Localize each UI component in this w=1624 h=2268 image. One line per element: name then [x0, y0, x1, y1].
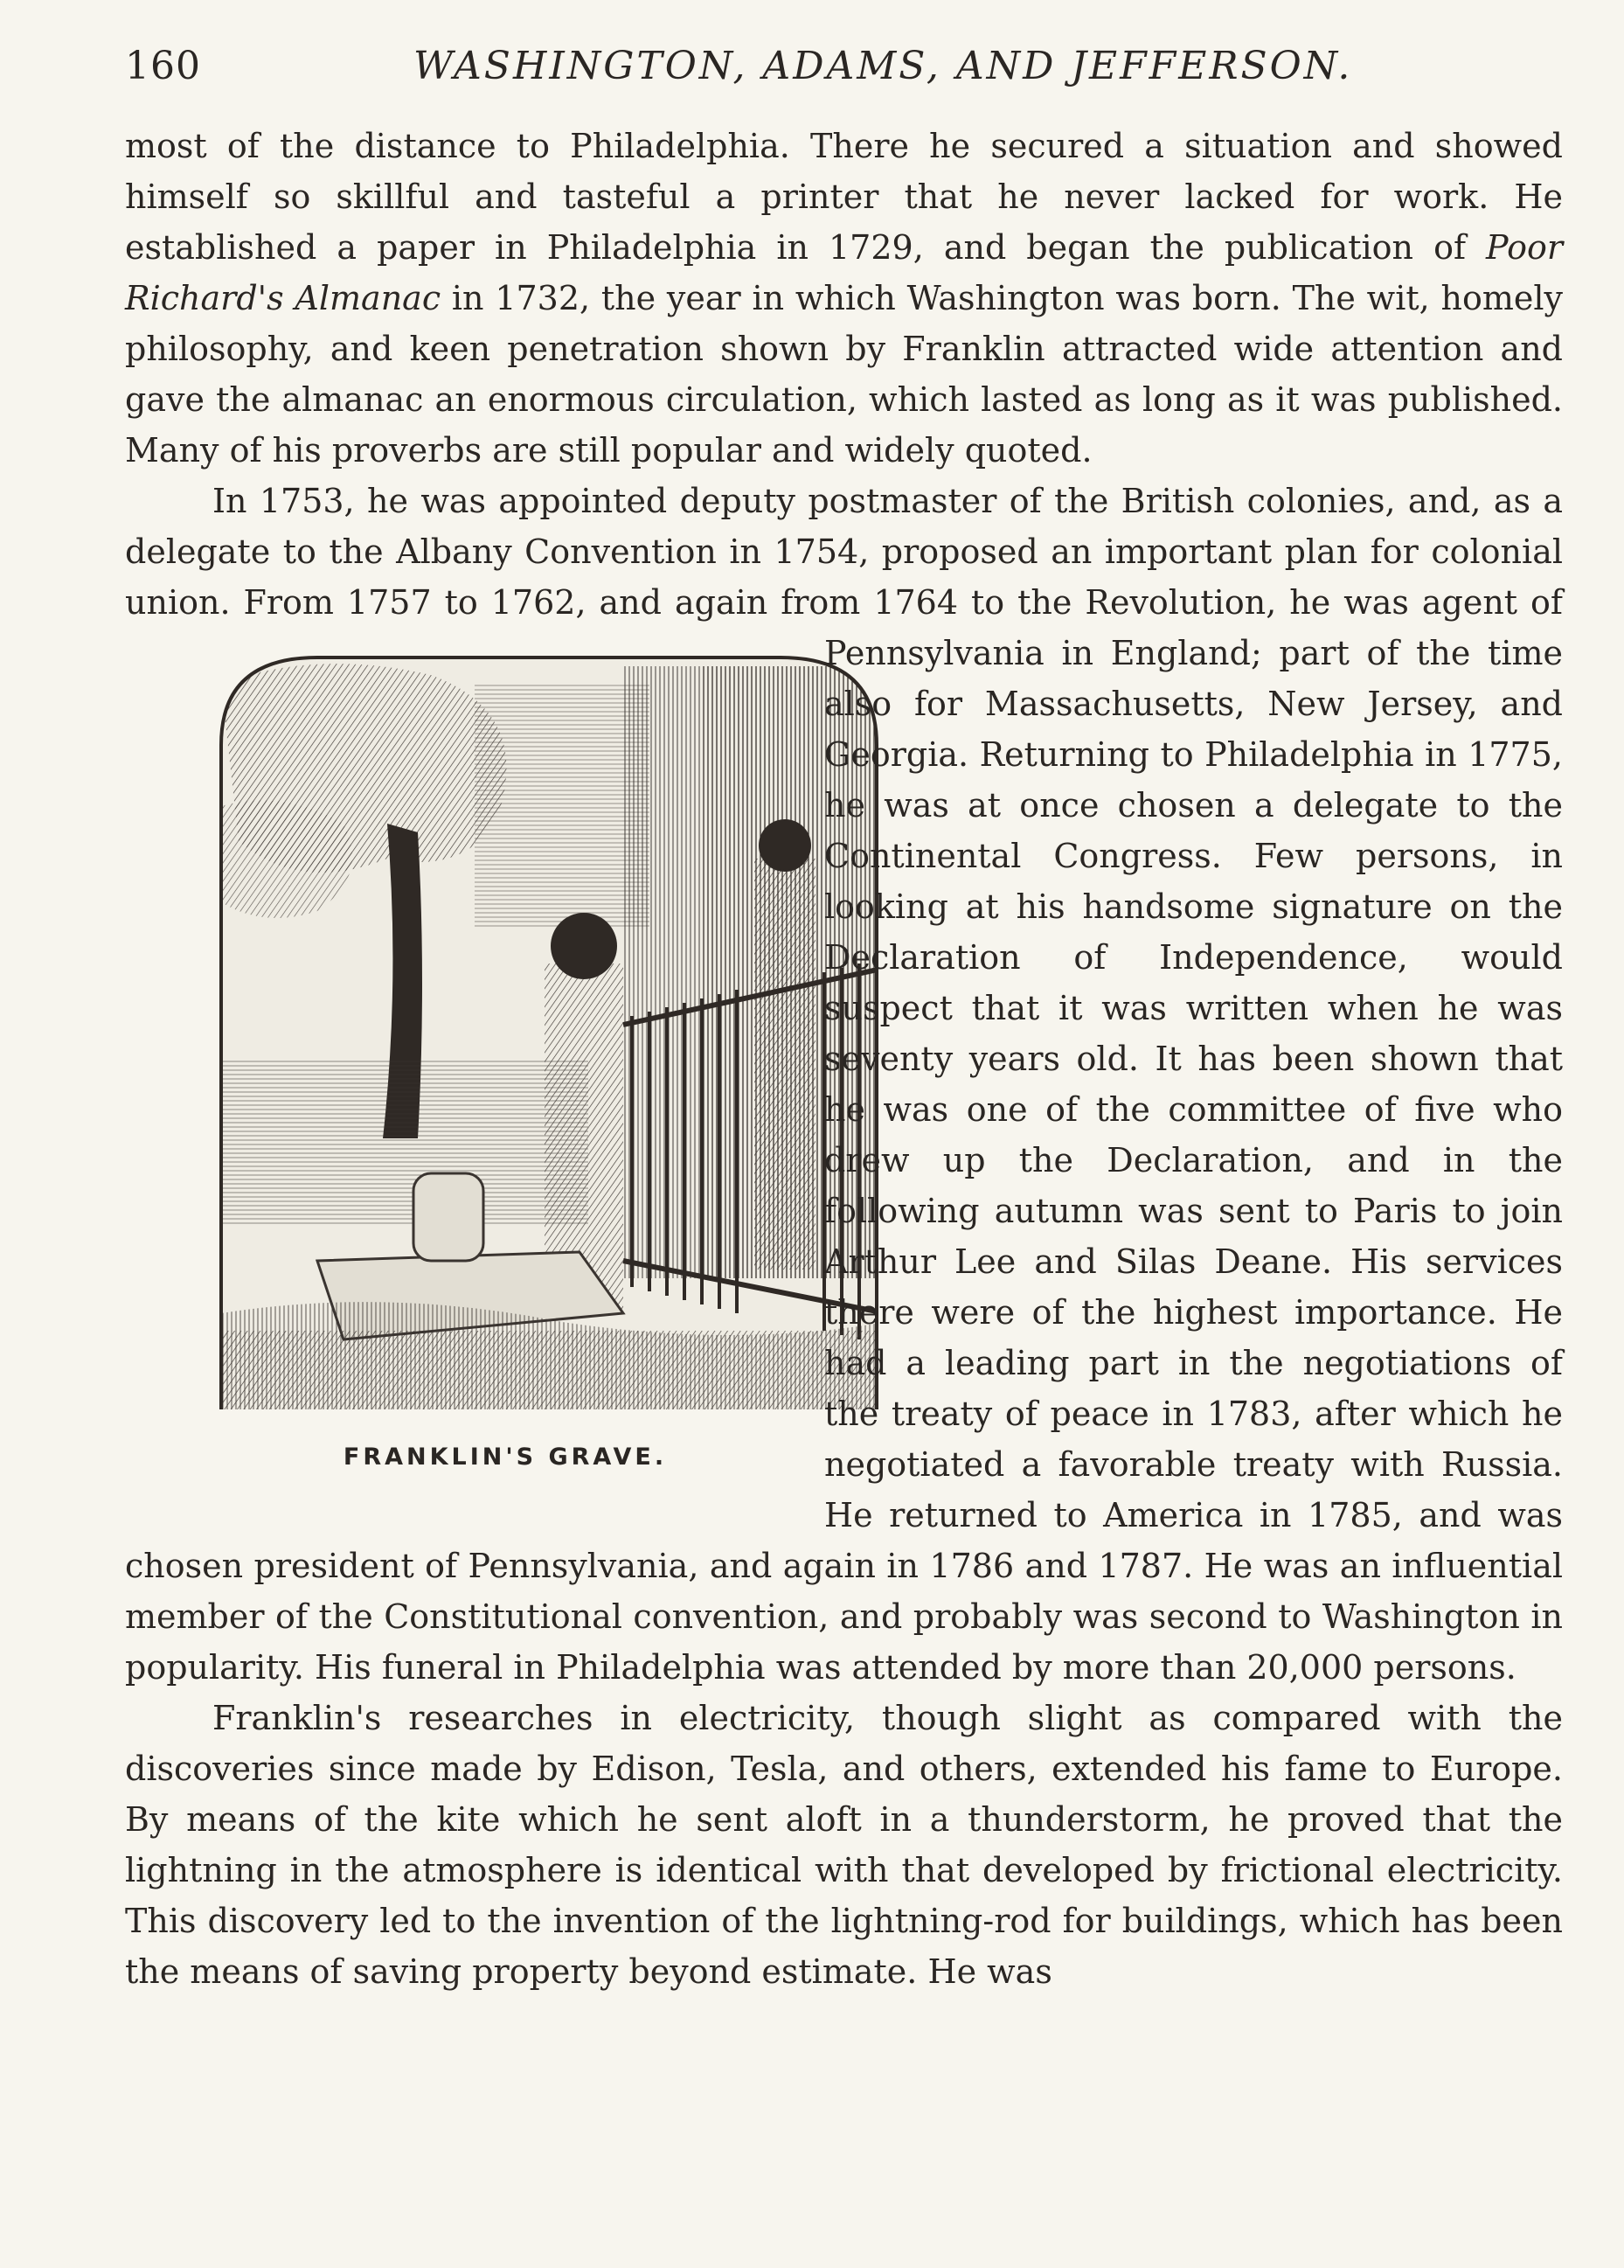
paragraph-2-text-b: was agent of Pennsylvania in England; part of the time also for Massachusetts, New Jersey, and Georgia. Returning to Philadelphia in 1775, he was at once chosen a delegate to the Continental Congress. Few persons, in looking at his handsome signature on the Declaration of Independence, would suspect that it was written when he was seventy years old. It has been shown that he was one of the committee of five who drew up the Declaration, and in the following autumn was sent to Paris to join Arthur Lee and Silas Deane. His services there were of the highest importance. He had a leading part in the negotiations of the treaty of peace in 1783, after which he negotiated a favorable treaty with Russia. He returned to America in 1785, and was chosen president of Pennsylvania, and again in 1786 and 1787. He was an influential member of the Constitutional convention, and probably was second to Washington in popularity. His funeral in Philadelphia was attended by more than 20,000 persons. [125, 583, 1564, 1687]
page-header [125, 44, 1563, 105]
paragraph-2-text-a: In 1753, he was appointed deputy postmaster of the British colonies, and, as a delegate to the Albany Convention in 1754, proposed an important plan for colonial union. From 1757 to 1762, and again from 1764 to the Revolution, he [125, 482, 1563, 622]
paragraph-1 [125, 121, 1563, 476]
almanac-title: Poor Richard's Almanac [125, 228, 1563, 317]
body-text [125, 121, 1563, 1997]
running-title: WASHINGTON, ADAMS, AND JEFFERSON. [413, 44, 1353, 88]
paragraph-1-text-b: in 1732, the year in which Washington was born. The wit, homely philosophy, and keen penetration shown by Franklin attracted wide attention and gave the almanac an enormous circulation, which lasted as long as it was published. Many of his proverbs are still popular and widely quoted. [125, 279, 1563, 470]
figure-caption: FRANKLIN'S GRAVE. [343, 1444, 668, 1471]
figure-franklins-grave [125, 649, 798, 1493]
paragraph-3: Franklin's researches in electricity, though slight as compared with the discoveries since made by Edison, Tesla, and others, extended his fame to Europe. By means of the kite which he sent aloft in a thunderstorm, he proved that the lightning in the atmosphere is identical with that developed by frictional electricity. This discovery led to the invention of the lightning-rod for buildings, which has been the means of saving property beyond estimate. He was [125, 1699, 1563, 1991]
paragraph-2 [125, 476, 1563, 1693]
paragraph-1-text-a: most of the distance to Philadelphia. There he secured a situation and showed himself so skillful and tasteful a printer that he never lacked for work. He established a paper in Philadelphia in 1729, and began the publication of [125, 127, 1563, 267]
page-number: 160 [125, 44, 201, 88]
engraving-franklins-grave-icon [212, 649, 885, 1409]
